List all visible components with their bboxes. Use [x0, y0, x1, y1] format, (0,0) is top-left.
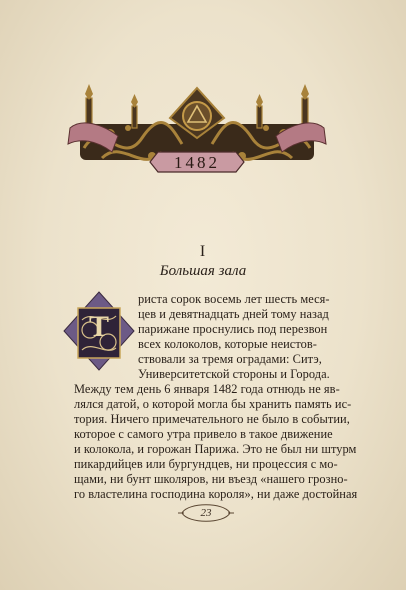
ornament-year: 1482 [174, 153, 220, 172]
text-line: Университетской стороны и Города. [138, 367, 330, 381]
text-line: щами, ни бунт школяров, ни въезд «нашего грозно- [74, 472, 348, 486]
text-line: пикардийцев или бургундцев, ни процессия с мо- [74, 457, 338, 471]
illuminated-initial [62, 290, 136, 372]
chapter-number: I [199, 243, 207, 260]
text-line: и колокола, и горожан Парижа. Это не был ни штурм [74, 442, 357, 456]
svg-text:T: T [88, 310, 110, 343]
text-line: цев и девятнадцать дней тому назад [138, 307, 329, 321]
chapter-title: Большая зала [159, 263, 247, 279]
text-line: го властелина господина короля», ни даже достойная [74, 487, 358, 501]
text-line: парижане проснулись под перезвон [138, 322, 328, 336]
text-line: всех колоколов, которые неистов- [138, 337, 317, 351]
page-number: 23 [200, 507, 212, 519]
text-line: Между тем день 6 января 1482 года отнюдь не яв- [74, 382, 340, 396]
text-line: которое с самого утра привело в такое движение [74, 427, 333, 441]
text-line: лялся датой, о которой могла бы хранить память ис- [74, 397, 352, 411]
text-line: ствовали за тремя оградами: Ситэ, [138, 352, 322, 366]
text-line: риста сорок восемь лет шесть меся- [138, 292, 330, 306]
text-line: тория. Ничего примечательного не было в событии, [74, 412, 350, 426]
